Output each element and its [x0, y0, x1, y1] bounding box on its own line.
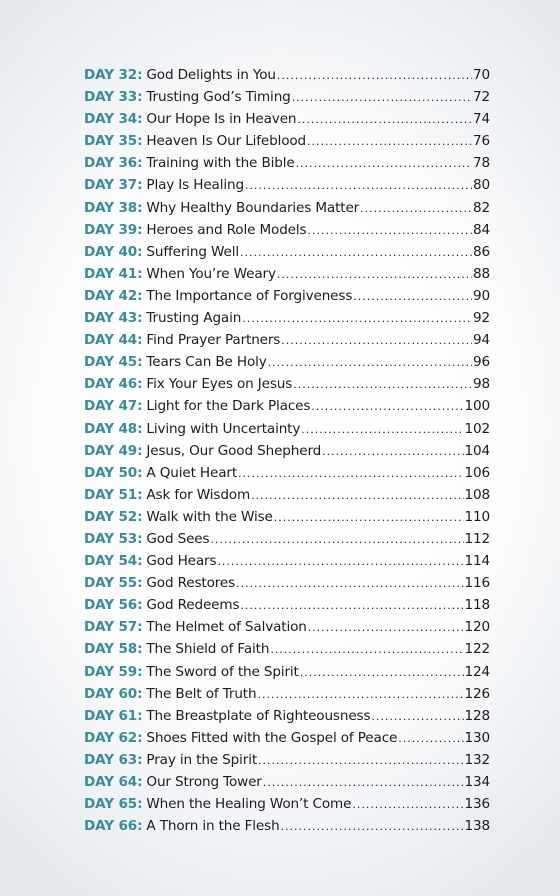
dot-leader [245, 175, 472, 197]
toc-entry-title: Jesus, Our Good Shepherd [146, 442, 322, 459]
toc-day-label: DAY 63: [84, 751, 143, 768]
toc-day-label: DAY 60: [84, 685, 143, 702]
dot-leader [236, 573, 463, 595]
dot-leader [301, 419, 463, 441]
toc-day-label: DAY 49: [84, 442, 143, 459]
toc-entry-title: God Restores [146, 575, 236, 592]
toc-entry-title: Suffering Well [146, 243, 239, 260]
toc-page-number: 134 [464, 774, 490, 790]
toc-day-label: DAY 56: [84, 597, 143, 614]
toc-entry-title: The Sword of the Spirit [146, 663, 299, 680]
toc-entry [84, 418, 490, 440]
toc-day-label: DAY 62: [84, 729, 143, 746]
toc-page-number: 110 [464, 508, 490, 525]
toc-entry [84, 683, 490, 705]
dot-leader [307, 220, 472, 242]
toc-entry [84, 705, 490, 727]
toc-entry [84, 661, 490, 683]
dot-leader [296, 153, 472, 175]
toc-day-label: DAY 35: [84, 133, 143, 150]
toc-entry-title: When You’re Weary [146, 265, 276, 282]
toc-entry [84, 108, 490, 130]
toc-day-label: DAY 51: [84, 486, 143, 503]
toc-page-number: 88 [473, 265, 490, 282]
toc-entry [84, 130, 490, 152]
toc-day-label: DAY 57: [84, 619, 143, 636]
toc-day-label: DAY 61: [84, 707, 143, 724]
dot-leader [311, 396, 463, 418]
dot-leader [322, 441, 463, 463]
toc-page-number: 104 [464, 442, 490, 459]
toc-entry-title: The Shield of Faith [146, 641, 270, 658]
toc-page-number: 126 [464, 685, 490, 702]
toc-page-number: 120 [464, 619, 490, 636]
toc-entry [84, 749, 490, 771]
toc-page-number: 94 [473, 332, 490, 349]
toc-entry-title: The Belt of Truth [146, 685, 257, 702]
dot-leader [263, 772, 464, 794]
toc-page-number: 128 [464, 707, 490, 724]
toc-page-number: 122 [464, 641, 490, 658]
toc-entry [84, 771, 490, 793]
toc-entry-title: Ask for Wisdom [146, 486, 251, 503]
toc-page-number: 100 [464, 398, 490, 415]
toc-day-label: DAY 64: [84, 774, 143, 790]
toc-page-number: 96 [473, 354, 490, 371]
toc-entry [84, 594, 490, 616]
dot-leader [353, 286, 472, 308]
dot-leader [240, 595, 463, 617]
toc-entry-title: Why Healthy Boundaries Matter [146, 199, 360, 216]
dot-leader [307, 131, 472, 153]
toc-entry-title: Walk with the Wise [146, 508, 273, 525]
toc-entry-title: God Delights in You [146, 67, 276, 83]
toc-day-label: DAY 46: [84, 376, 143, 393]
toc-day-label: DAY 52: [84, 508, 143, 525]
dot-leader [360, 198, 472, 220]
dot-leader [277, 65, 472, 87]
toc-day-label: DAY 65: [84, 796, 143, 813]
dot-leader [300, 662, 464, 684]
dot-leader [210, 529, 463, 551]
toc-page-number: 106 [464, 464, 490, 481]
toc-entry-title: The Helmet of Salvation [146, 619, 307, 636]
toc-day-label: DAY 48: [84, 420, 143, 437]
toc-day-label: DAY 43: [84, 310, 143, 327]
toc-entry-title: The Breastplate of Righteousness [146, 707, 371, 724]
toc-entry-title: Pray in the Spirit [146, 751, 258, 768]
toc-page-number: 112 [464, 530, 490, 547]
toc-entry-title: A Quiet Heart [146, 464, 238, 481]
toc-entry-title: When the Healing Won’t Come [146, 796, 352, 813]
toc-day-label: DAY 39: [84, 221, 143, 238]
toc-day-label: DAY 42: [84, 287, 143, 304]
toc-page-number: 116 [464, 575, 490, 592]
toc-entry-title: Heroes and Role Models [146, 221, 307, 238]
dot-leader [257, 684, 463, 706]
toc-entry [84, 727, 490, 749]
toc-entry [84, 793, 490, 815]
toc-entry-title: Living with Uncertainty [146, 420, 301, 437]
toc-page-number: 70 [473, 67, 490, 83]
toc-day-label: DAY 59: [84, 663, 143, 680]
toc-entry [84, 572, 490, 594]
toc-entry [84, 351, 490, 373]
dot-leader [251, 485, 463, 507]
toc-entry-title: Our Strong Tower [146, 774, 262, 790]
dot-leader [292, 87, 472, 109]
dot-leader [274, 507, 464, 529]
toc-entry-title: Heaven Is Our Lifeblood [146, 133, 307, 150]
toc-entry [84, 638, 490, 660]
toc-page-number: 84 [473, 221, 490, 238]
toc-entry [84, 307, 490, 329]
toc-page-number: 124 [464, 663, 490, 680]
toc-day-label: DAY 45: [84, 354, 143, 371]
toc-entry [84, 550, 490, 572]
toc-entry-title: Tears Can Be Holy [146, 354, 267, 371]
toc-entry-title: God Sees [146, 530, 210, 547]
dot-leader [281, 816, 464, 838]
toc-page-number: 82 [473, 199, 490, 216]
toc-entry-title: Play Is Healing [146, 177, 244, 194]
toc-day-label: DAY 58: [84, 641, 143, 658]
toc-entry [84, 815, 490, 837]
toc-entry [84, 373, 490, 395]
toc-entry-title: Shoes Fitted with the Gospel of Peace [146, 729, 398, 746]
toc-entry [84, 528, 490, 550]
toc-page-number: 132 [464, 751, 490, 768]
toc-entry [84, 263, 490, 285]
toc-entry-title: Our Hope Is in Heaven [146, 111, 297, 128]
toc-page-number: 118 [464, 597, 490, 614]
toc-entry [84, 329, 490, 351]
toc-entry-title: Find Prayer Partners [146, 332, 281, 349]
dot-leader [293, 374, 472, 396]
dot-leader [242, 308, 472, 330]
toc-page-number: 90 [473, 287, 490, 304]
toc-entry-title: The Importance of Forgiveness [146, 287, 353, 304]
dot-leader [398, 728, 463, 750]
dot-leader [371, 706, 463, 728]
dot-leader [270, 639, 463, 661]
dot-leader [217, 551, 463, 573]
toc-page-number: 136 [464, 796, 490, 813]
toc-page-number: 114 [464, 553, 490, 570]
toc-entry-title: Trusting Again [146, 310, 242, 327]
toc-entry [84, 484, 490, 506]
toc-page-number: 74 [473, 111, 490, 128]
table-of-contents [84, 64, 490, 837]
toc-page-number: 72 [473, 89, 490, 106]
toc-entry-title: Fix Your Eyes on Jesus [146, 376, 293, 393]
toc-page-number: 102 [464, 420, 490, 437]
dot-leader [268, 352, 472, 374]
toc-day-label: DAY 54: [84, 553, 143, 570]
toc-day-label: DAY 40: [84, 243, 143, 260]
toc-day-label: DAY 37: [84, 177, 143, 194]
toc-entry [84, 174, 490, 196]
toc-entry [84, 197, 490, 219]
dot-leader [281, 330, 472, 352]
toc-page-number: 80 [473, 177, 490, 194]
toc-entry-title: A Thorn in the Flesh [146, 818, 280, 835]
toc-day-label: DAY 50: [84, 464, 143, 481]
toc-entry [84, 152, 490, 174]
toc-page-number: 92 [473, 310, 490, 327]
toc-entry [84, 241, 490, 263]
toc-entry-title: Trusting God’s Timing [146, 89, 291, 106]
toc-entry-title: Training with the Bible [146, 155, 295, 172]
toc-entry [84, 285, 490, 307]
dot-leader [240, 242, 472, 264]
toc-day-label: DAY 33: [84, 89, 143, 106]
toc-entry-title: Light for the Dark Places [146, 398, 311, 415]
dot-leader [308, 617, 464, 639]
toc-day-label: DAY 47: [84, 398, 143, 415]
dot-leader [258, 750, 463, 772]
toc-day-label: DAY 38: [84, 199, 143, 216]
toc-page-number: 98 [473, 376, 490, 393]
dot-leader [238, 463, 463, 485]
toc-day-label: DAY 36: [84, 155, 143, 172]
toc-day-label: DAY 32: [84, 67, 143, 83]
toc-page-number: 130 [464, 729, 490, 746]
toc-entry [84, 440, 490, 462]
toc-day-label: DAY 66: [84, 818, 143, 835]
toc-entry [84, 219, 490, 241]
toc-page-number: 86 [473, 243, 490, 260]
toc-page-number: 78 [473, 155, 490, 172]
toc-entry [84, 395, 490, 417]
dot-leader [352, 794, 463, 816]
toc-entry-title: God Hears [146, 553, 217, 570]
toc-day-label: DAY 34: [84, 111, 143, 128]
dot-leader [297, 109, 472, 131]
toc-entry-title: God Redeems [146, 597, 240, 614]
toc-day-label: DAY 41: [84, 265, 143, 282]
dot-leader [277, 264, 472, 286]
toc-page-number: 138 [464, 818, 490, 835]
toc-page-number: 76 [473, 133, 490, 150]
toc-page-number: 108 [464, 486, 490, 503]
toc-entry [84, 462, 490, 484]
toc-entry [84, 64, 490, 86]
toc-day-label: DAY 53: [84, 530, 143, 547]
toc-entry [84, 616, 490, 638]
toc-day-label: DAY 44: [84, 332, 143, 349]
toc-entry [84, 506, 490, 528]
toc-day-label: DAY 55: [84, 575, 143, 592]
toc-entry [84, 86, 490, 108]
